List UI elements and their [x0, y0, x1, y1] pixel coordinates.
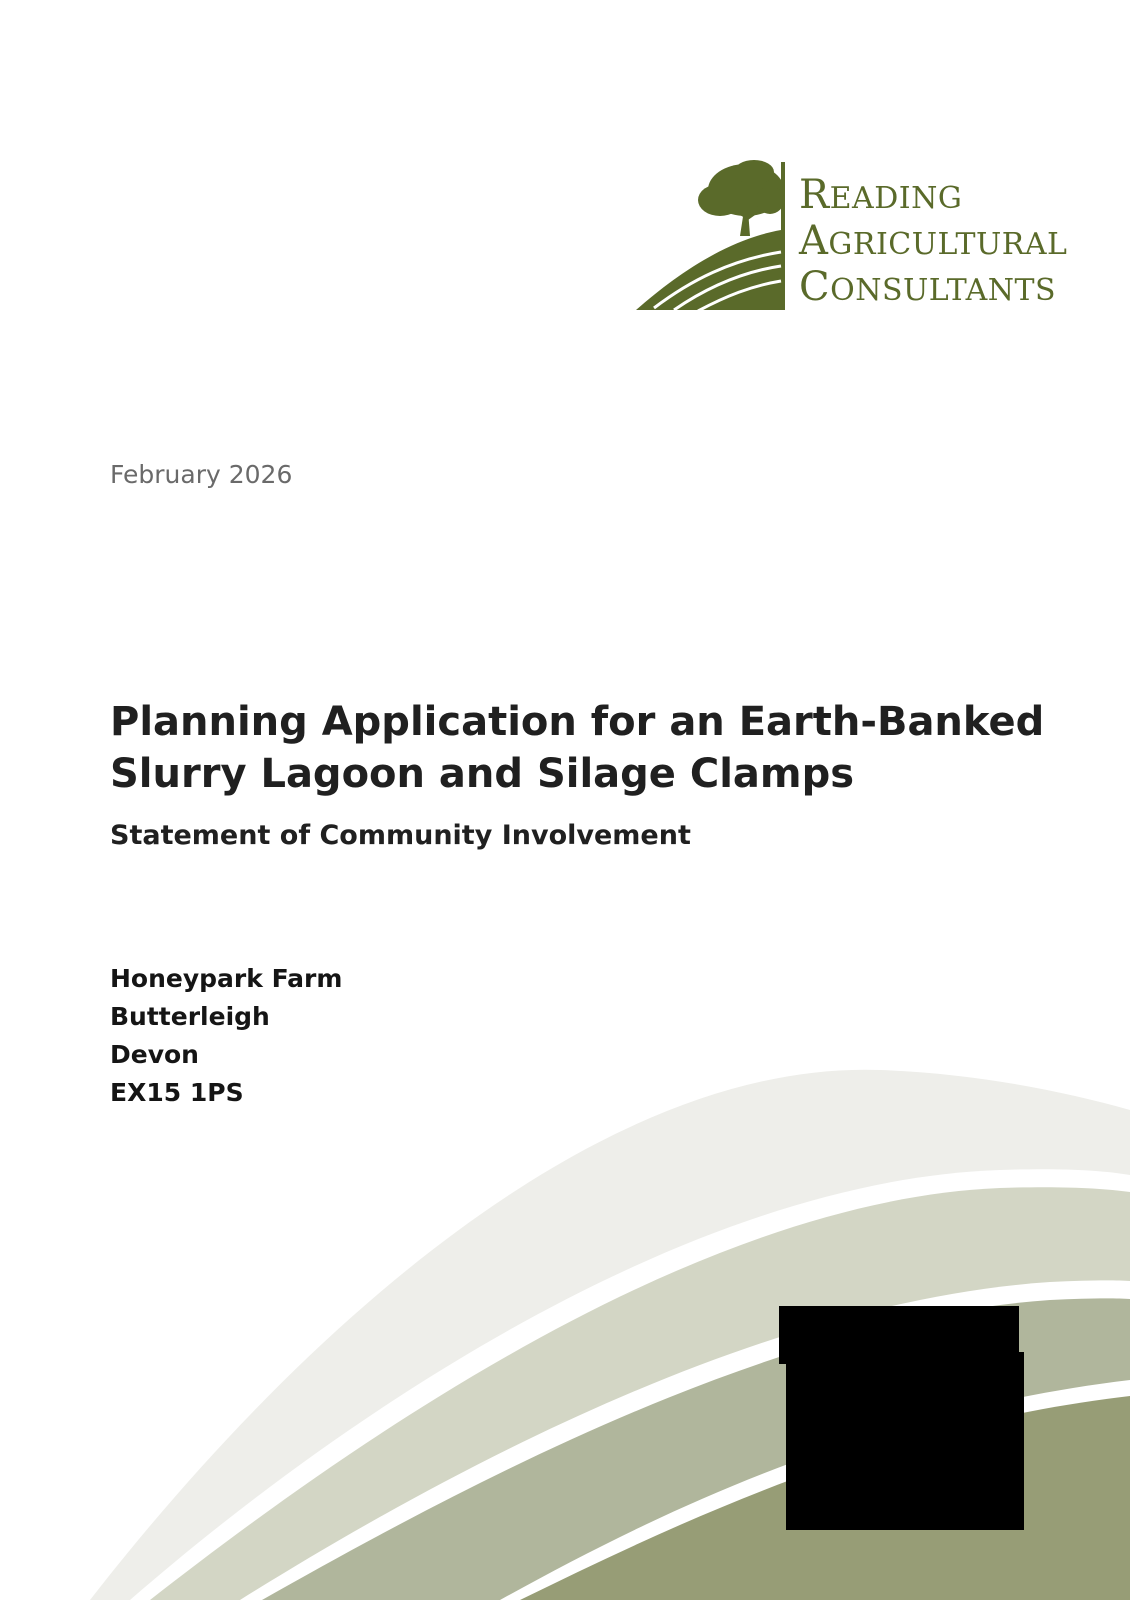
logo-wordmark: [799, 174, 1067, 312]
address-line: Devon: [110, 1040, 199, 1069]
logo-word-agricultural: AGRICULTURAL: [799, 218, 1068, 264]
logo-tree-canopy: [698, 184, 742, 216]
logo-tree-canopy: [756, 186, 784, 214]
redaction-block: [786, 1352, 1024, 1530]
document-title: [110, 696, 1045, 800]
title-line: Planning Application for an Earth-Banked: [110, 699, 1045, 745]
logo-word-consultants: CONSULTANTS: [799, 264, 1057, 310]
site-address: [110, 960, 342, 1112]
document-subtitle: Statement of Community Involvement: [110, 820, 691, 851]
address-line: Butterleigh: [110, 1002, 270, 1031]
address-line: Honeypark Farm: [110, 964, 343, 993]
title-line: Slurry Lagoon and Silage Clamps: [110, 751, 855, 797]
document-date: February 2026: [110, 460, 293, 489]
company-logo: [636, 160, 1068, 312]
address-line: EX15 1PS: [110, 1078, 244, 1107]
tree-hill-logo-icon: [636, 160, 788, 312]
logo-word-reading: READING: [799, 172, 963, 218]
logo-tree-canopy: [734, 160, 774, 184]
